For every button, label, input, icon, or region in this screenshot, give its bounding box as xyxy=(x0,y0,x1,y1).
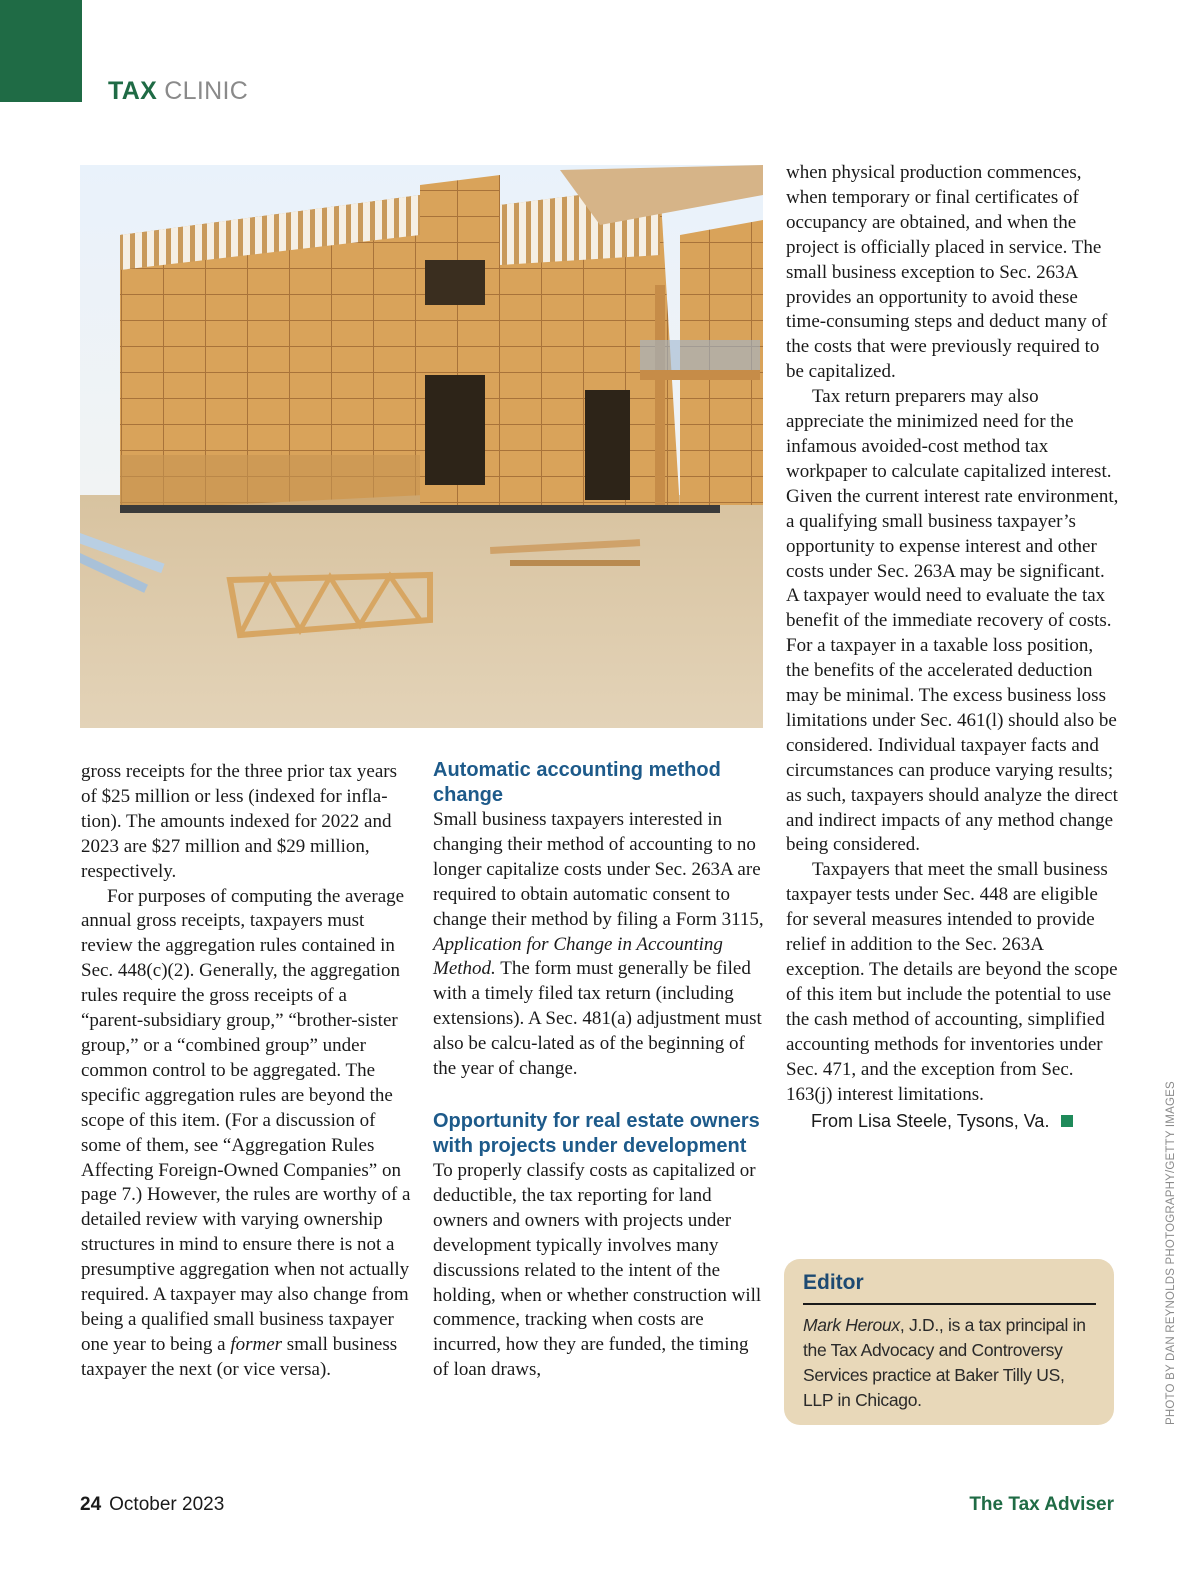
page-number: 24 xyxy=(80,1494,102,1515)
section-label-strong: TAX xyxy=(108,77,158,105)
construction-photo xyxy=(80,165,763,728)
paragraph-text: Small business taxpayers interested in changing their method of accounting to no longer capitalize costs under Sec. 263A are required to obtain automatic consent to change their method by filing a Form 3115, xyxy=(433,809,764,930)
editor-name: Mark Heroux xyxy=(803,1315,900,1335)
subheading-real-estate-owners: Opportunity for real estate owners with projects under development xyxy=(433,1109,760,1157)
editor-bio xyxy=(803,1313,1096,1413)
section-label-light: CLINIC xyxy=(164,77,249,105)
section-label xyxy=(108,76,248,106)
column-1 xyxy=(81,760,411,1383)
column-3 xyxy=(786,161,1121,1133)
paragraph-text: The form must generally be filed with a timely filed tax return (including extensions). A Sec. 481(a) adjustment must also be calcu-lated as of the beginning of the year of change. xyxy=(433,958,762,1080)
body-paragraph xyxy=(433,808,767,1082)
paragraph-text: For purposes of computing the average annual gross receipts, taxpayers must review the aggregation rules contained in Sec. 448(c)(2). Generally, the aggregation rules require the gross receipts of a “parent-subsidiary group,” “brother-sister group,” or a “combined group” under common control to be aggregated. The specific aggregation rules are beyond the scope of this item. (For a discussion of some of them, see “Aggregation Rules Affecting Foreign-Owned Companies” on page 7.) However, the rules are worthy of a detailed review with varying ownership structures in mind to ensure there is not a presumptive aggregation when not actually required. A taxpayer may also change from being a qualified small business taxpayer one year to being a xyxy=(81,885,411,1355)
issue-date: October 2023 xyxy=(109,1494,225,1515)
body-paragraph: To properly classify costs as capitalized or deductible, the tax reporting for land owners and owners with projects under development typically involves many discussions related to the intent of the holding, when or whether construction will commence, tracking when costs are incurred, how they are funded, the timing of loan draws, xyxy=(433,1159,762,1381)
body-paragraph: when physical production commences, when temporary or final certificates of occupancy are obtained, and when the project is officially placed in service. The small business exception to Sec. 263A provides an opportunity to avoid these time-consuming steps and deduct many of the costs that were previously required to be capitalized. xyxy=(786,162,1108,383)
subheading-automatic-method-change: Automatic accounting method change xyxy=(433,759,721,806)
photo-credit: PHOTO BY DAN REYNOLDS PHOTOGRAPHY/GETTY IMAGES xyxy=(1165,1081,1177,1425)
form-title: Application for Change in Accounting Method. xyxy=(433,933,723,980)
body-paragraph xyxy=(81,885,411,1383)
publication-name: The Tax Adviser xyxy=(969,1494,1114,1515)
emphasis-text: former xyxy=(230,1333,283,1355)
footer-folio xyxy=(80,1493,224,1517)
column-2 xyxy=(433,758,767,1383)
editor-bio-text: , J.D., is a tax principal in the Tax Advocacy and Controversy Services practice at Baker Tilly US, LLP in Chicago. xyxy=(803,1315,1086,1410)
paragraph-text: small business taxpayer the next (or vice versa). xyxy=(81,1333,398,1380)
body-paragraph: gross receipts for the three prior tax years of $25 million or less (indexed for infla-tion). The amounts indexed for 2022 and 2023 are $27 million and $29 million, respectively. xyxy=(81,761,398,882)
editor-box-title: Editor xyxy=(803,1269,1096,1305)
body-paragraph: Tax return preparers may also appreciate the minimized need for the infamous avoided-cost method tax workpaper to calculate capitalized interest. Given the current interest rate environment, a qualifying small business taxpayer’s opportunity to expense interest and other costs under Sec. 263A may be significant. A taxpayer would need to evaluate the tax benefit of the immediate recovery of costs. For a taxpayer in a taxable loss position, the benefits of the accelerated deduction may be minimal. The excess business loss limitations under Sec. 461(l) should also be considered. Individual taxpayer facts and circumstances can produce varying results; as such, taxpayers should analyze the direct and indirect impacts of any method change being considered. xyxy=(786,386,1119,856)
author-attribution xyxy=(786,1109,1121,1133)
end-of-article-mark xyxy=(1061,1115,1073,1127)
section-color-tab xyxy=(0,0,82,102)
editor-box xyxy=(784,1259,1114,1425)
attribution-text: From Lisa Steele, Tysons, Va. xyxy=(811,1111,1050,1132)
body-paragraph: Taxpayers that meet the small business taxpayer tests under Sec. 448 are eligible for several measures intended to provide relief in addition to the Sec. 263A exception. The details are beyond the scope of this item but include the potential to use the cash method of accounting, simplified accounting methods for inventories under Sec. 471, and the exception from Sec. 163(j) interest limitations. xyxy=(786,859,1118,1105)
